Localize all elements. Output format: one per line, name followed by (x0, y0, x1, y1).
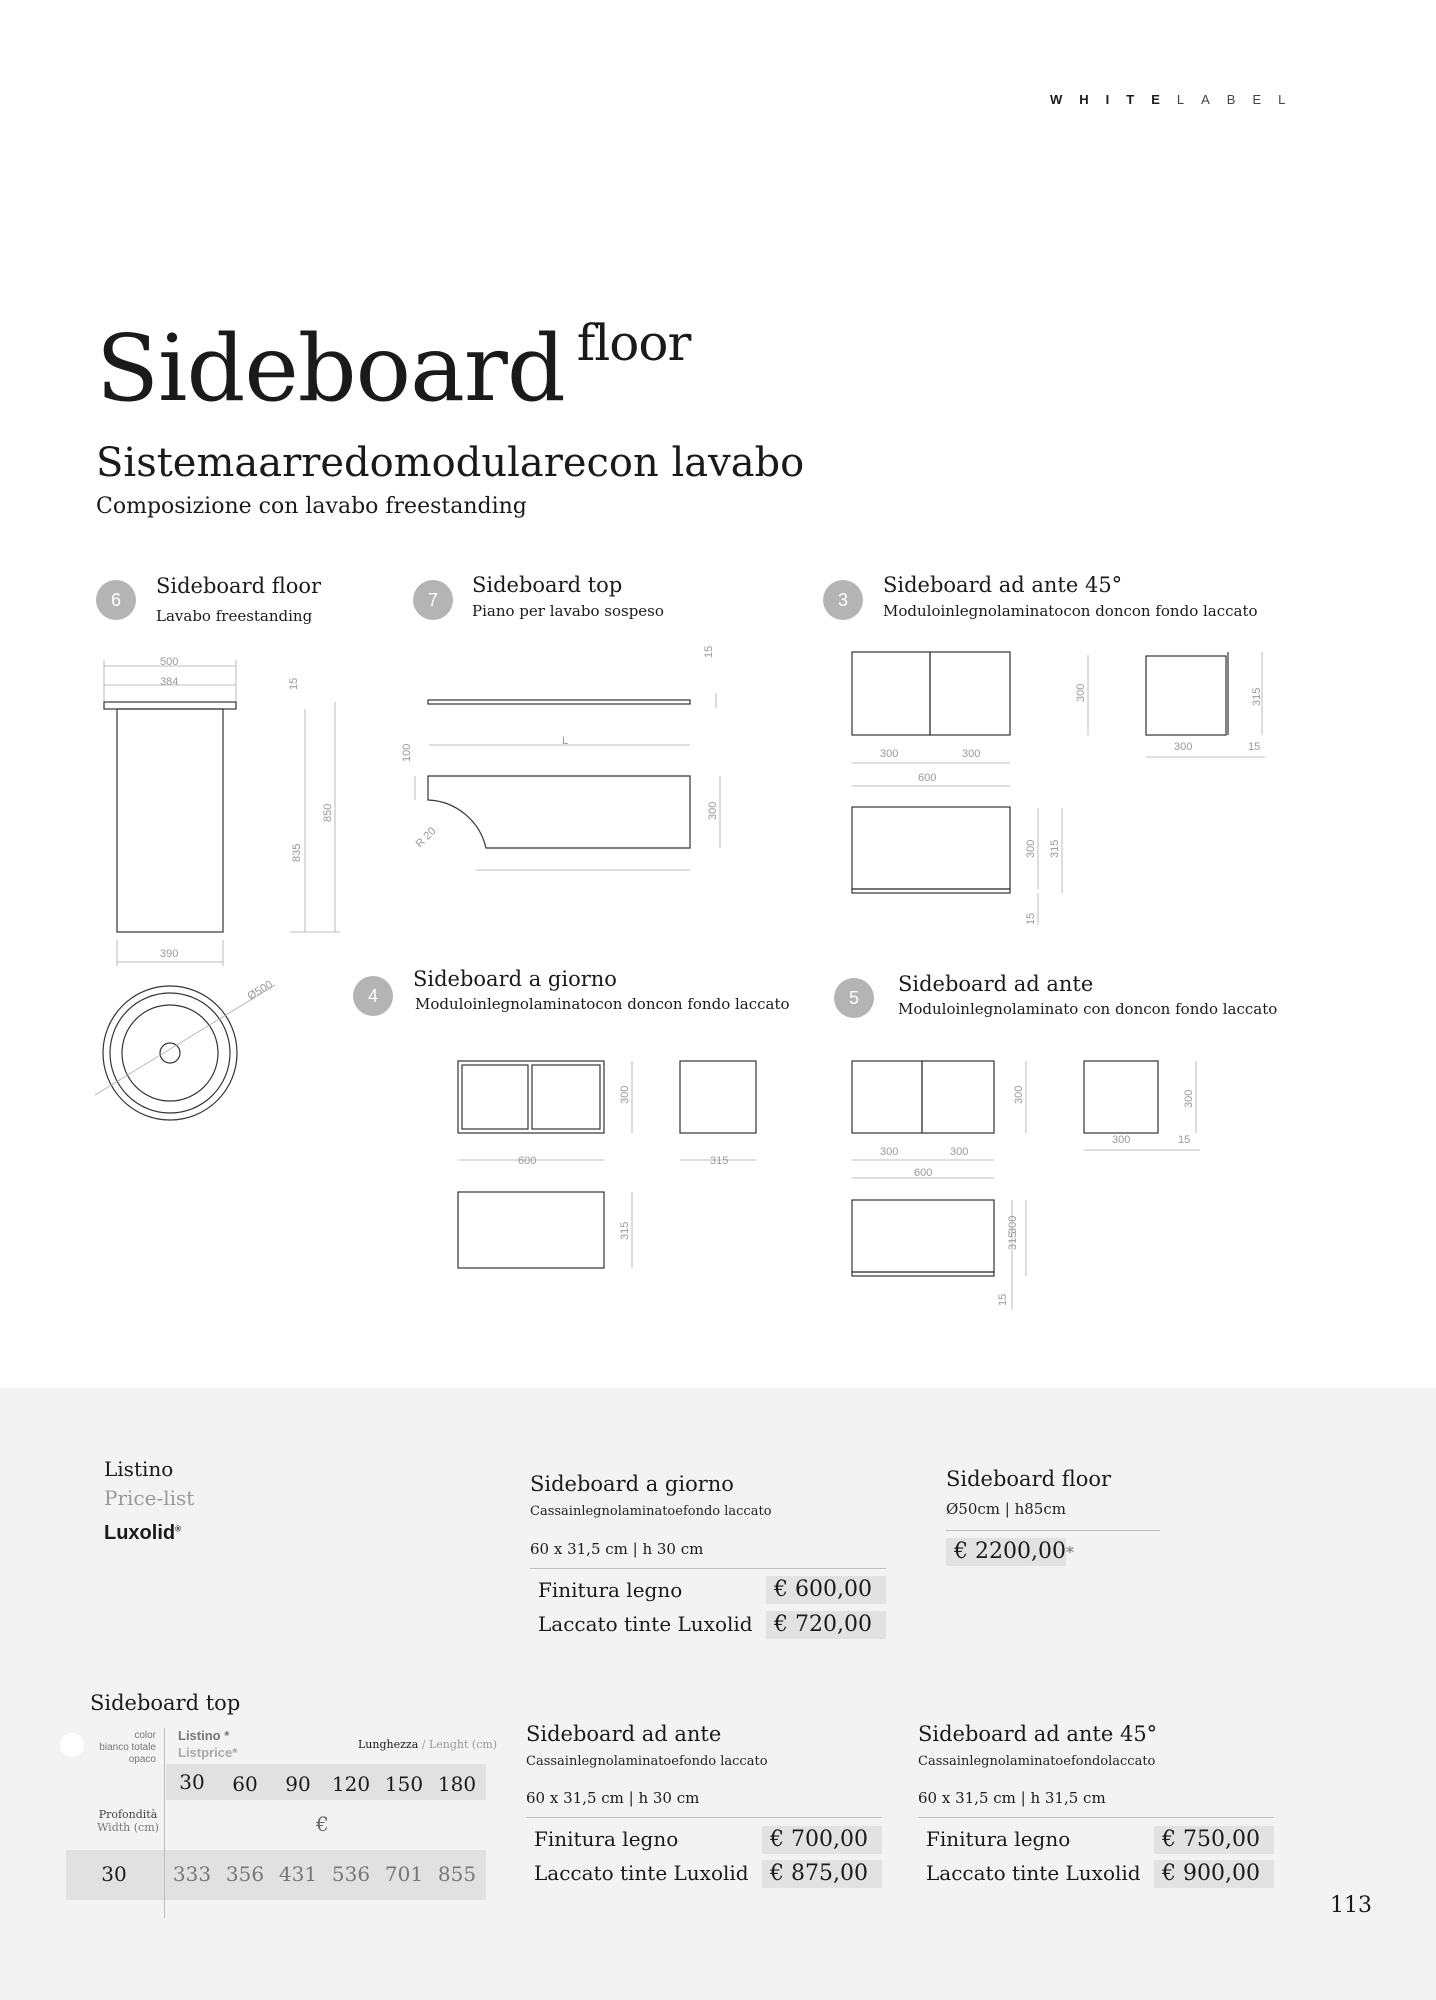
dim-L: L (562, 735, 569, 747)
price-ante45-row1-value: € 750,00 (1154, 1826, 1274, 1854)
length-label-en: Lenght (cm) (428, 1738, 498, 1751)
pricelist-label-en: Price-list (104, 1486, 195, 1510)
brand-bold: WHITE (1050, 92, 1177, 107)
dim-15-f: 15 (997, 1293, 1009, 1306)
dim-300-c: 300 (1075, 683, 1087, 702)
section-sub-ante45: Moduloinlegnolaminatocon doncon fondo laccato (883, 602, 1258, 620)
price-giorno-row2-label: Laccato tinte Luxolid (538, 1612, 753, 1636)
badge-7: 7 (413, 580, 453, 620)
listprice-label (178, 1745, 237, 1760)
dim-300-g: 300 (1013, 1085, 1025, 1104)
dim-300-d: 300 (1174, 741, 1193, 753)
badge-4: 4 (353, 976, 393, 1016)
section-title-giorno: Sideboard a giorno (413, 967, 617, 991)
dim-300-k: 300 (1112, 1134, 1131, 1146)
price-floor-value (946, 1538, 1074, 1566)
price-ante45-row1-label: Finitura legno (926, 1827, 1071, 1851)
section-title-top: Sideboard top (472, 573, 623, 597)
depth-label (88, 1808, 168, 1834)
pricelist-label: Listino (104, 1457, 174, 1481)
dim-300-top: 300 (707, 801, 719, 820)
title-sup: floor (576, 314, 691, 372)
dim-300-b: 300 (962, 748, 981, 760)
section-title-ante45: Sideboard ad ante 45° (883, 573, 1123, 597)
section-sub-ante: Moduloinlegnolaminato con doncon fondo laccato (898, 1000, 1278, 1018)
price-giorno-row1-value: € 600,00 (766, 1576, 886, 1604)
dim-850: 850 (322, 803, 334, 822)
price-giorno-dims: 60 x 31,5 cm | h 30 cm (530, 1540, 704, 1558)
dim-R20: R 20 (413, 825, 439, 851)
depth-label-en: Width (cm) (97, 1821, 159, 1834)
listino-star: * (224, 1728, 230, 1743)
section-sub-top: Piano per lavabo sospeso (472, 602, 664, 620)
section-title-floor: Sideboard floor (156, 574, 322, 598)
length-label-it: Lunghezza (358, 1738, 419, 1751)
dim-300-h: 300 (1183, 1089, 1195, 1108)
price-giorno-subtitle: Cassainlegnolaminatoefondo laccato (530, 1504, 772, 1519)
price-giorno-row2-value: € 720,00 (766, 1611, 886, 1639)
length-180: 180 (437, 1772, 477, 1796)
dim-15-d: 15 (1025, 912, 1037, 925)
color-swatch (60, 1733, 84, 1757)
badge-3: 3 (823, 580, 863, 620)
price-ante-rule (526, 1817, 882, 1818)
length-slash: / (418, 1738, 429, 1751)
price-ante-row2-label: Laccato tinte Luxolid (534, 1861, 749, 1885)
listprice-text: Listprice (178, 1745, 233, 1760)
luxolid-logo (104, 1522, 181, 1545)
price-giorno-title: Sideboard a giorno (530, 1472, 734, 1496)
currency-symbol: € (316, 1812, 329, 1836)
listino-text: Listino (178, 1728, 221, 1743)
dim-600-a: 600 (918, 772, 937, 784)
price-ante-row1-label: Finitura legno (534, 1827, 679, 1851)
dim-300-j: 300 (950, 1146, 969, 1158)
dim-300-f: 300 (619, 1085, 631, 1104)
price-60: 356 (225, 1862, 265, 1886)
price-90: 431 (278, 1862, 318, 1886)
title-main: Sideboard (96, 315, 565, 422)
luxolid-text: Luxolid (104, 1522, 176, 1544)
dim-500: 500 (160, 656, 179, 668)
price-ante-title: Sideboard ad ante (526, 1722, 722, 1746)
price-floor-title: Sideboard floor (946, 1467, 1112, 1491)
badge-5: 5 (834, 978, 874, 1018)
price-floor-asterisk: * (1065, 1543, 1074, 1562)
length-30: 30 (179, 1770, 205, 1794)
price-floor-rule (946, 1530, 1160, 1531)
dim-384: 384 (160, 676, 179, 688)
dim-600-c: 600 (914, 1167, 933, 1179)
price-150: 701 (384, 1862, 424, 1886)
length-label (358, 1738, 497, 1751)
dim-315-a: 315 (1251, 687, 1263, 706)
dim-315-e: 315 (1007, 1231, 1019, 1250)
drawing-floor-elevation (104, 656, 340, 966)
price-ante45-row2-value: € 900,00 (1154, 1860, 1274, 1888)
dim-15-b: 15 (703, 645, 715, 658)
drawing-ante (852, 1061, 1200, 1310)
dim-300-l: 300 (1007, 1215, 1019, 1234)
price-floor-subtitle: Ø50cm | h85cm (946, 1500, 1066, 1518)
drawing-giorno (458, 1061, 756, 1268)
price-ante45-subtitle: Cassainlegnolaminatoefondolaccato (918, 1754, 1156, 1769)
page-number: 113 (1330, 1893, 1372, 1918)
dim-300-i: 300 (880, 1146, 899, 1158)
dim-300-a: 300 (880, 748, 899, 760)
price-180: 855 (437, 1862, 477, 1886)
price-ante-dims: 60 x 31,5 cm | h 30 cm (526, 1789, 700, 1807)
page-subtitle: Sistemaarredomodularecon lavabo (96, 440, 805, 486)
price-ante45-rule (918, 1817, 1274, 1818)
dim-600-b: 600 (518, 1155, 537, 1167)
drawing-top (401, 646, 720, 870)
page-subsubtitle: Composizione con lavabo freestanding (96, 494, 527, 519)
dim-300-e: 300 (1025, 839, 1037, 858)
drawing-floor-plan (95, 979, 275, 1120)
price-ante45-row2-label: Laccato tinte Luxolid (926, 1861, 1141, 1885)
dim-100: 100 (401, 743, 413, 762)
depth-30: 30 (101, 1862, 127, 1886)
brand-light: LABEL (1176, 92, 1303, 107)
length-60: 60 (232, 1772, 258, 1796)
dim-315-b: 315 (1049, 839, 1061, 858)
listprice-star: * (232, 1745, 238, 1760)
price-ante-row1-value: € 700,00 (762, 1826, 882, 1854)
price-floor-amount: € 2200,00 (954, 1539, 1066, 1564)
dim-15-e: 15 (1178, 1134, 1191, 1146)
price-ante45-title: Sideboard ad ante 45° (918, 1722, 1158, 1746)
price-giorno-row1-label: Finitura legno (538, 1578, 683, 1602)
section-title-ante: Sideboard ad ante (898, 972, 1094, 996)
badge-6: 6 (96, 580, 136, 620)
price-giorno-rule (530, 1568, 886, 1569)
dim-15-a: 15 (288, 677, 300, 690)
length-150: 150 (384, 1772, 424, 1796)
price-row-divider (164, 1850, 165, 1900)
dim-315-c: 315 (710, 1155, 729, 1167)
section-sub-giorno: Moduloinlegnolaminatocon doncon fondo laccato (415, 995, 790, 1013)
price-ante-subtitle: Cassainlegnolaminatoefondo laccato (526, 1754, 768, 1769)
color-label: color bianco totale opaco (99, 1730, 156, 1765)
dim-15-c: 15 (1248, 741, 1261, 753)
price-30: 333 (172, 1862, 212, 1886)
depth-label-it: Profondità (98, 1808, 158, 1821)
luxolid-mark: ® (175, 1524, 182, 1534)
price-120: 536 (331, 1862, 371, 1886)
listino-label (178, 1728, 229, 1743)
price-ante45-dims: 60 x 31,5 cm | h 31,5 cm (918, 1789, 1106, 1807)
length-120: 120 (331, 1772, 371, 1796)
dim-835: 835 (291, 843, 303, 862)
dim-315-d: 315 (619, 1221, 631, 1240)
length-90: 90 (285, 1772, 311, 1796)
dim-500-diam: Ø500 (245, 978, 275, 1003)
top-table-title: Sideboard top (90, 1691, 241, 1715)
section-sub-floor: Lavabo freestanding (156, 607, 313, 625)
drawing-ante45 (852, 652, 1265, 925)
dim-390: 390 (160, 948, 179, 960)
price-ante-row2-value: € 875,00 (762, 1860, 882, 1888)
